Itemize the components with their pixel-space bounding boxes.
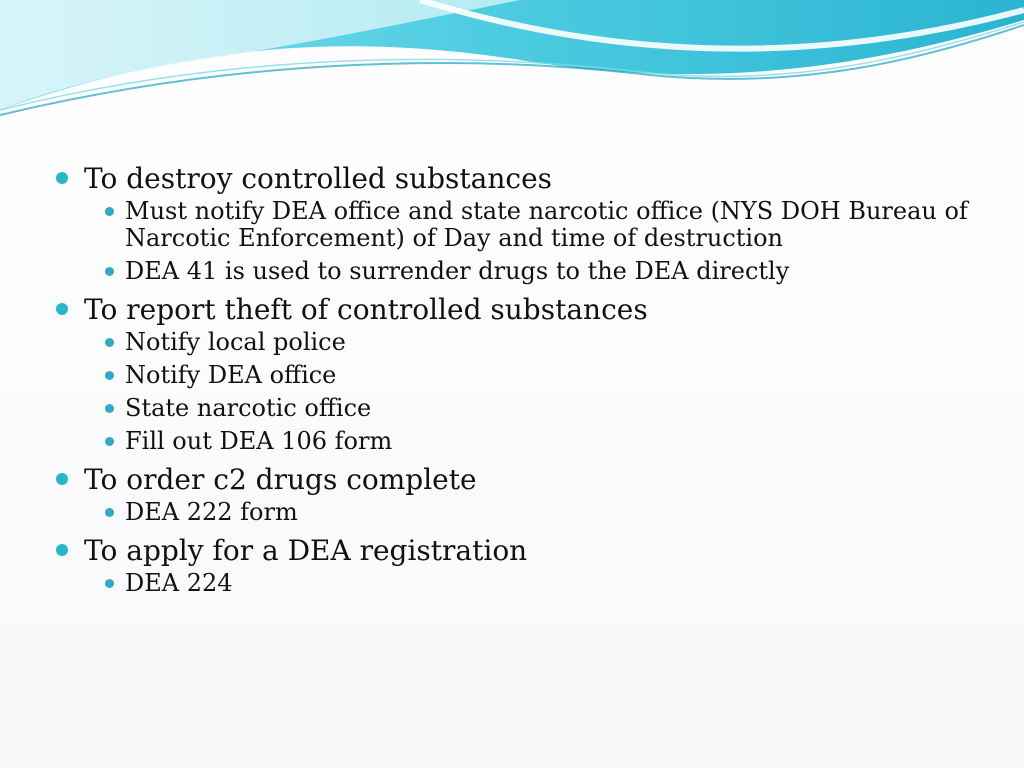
wave-decoration: [0, 0, 1024, 140]
bullet-icon: [56, 303, 68, 315]
sub-bullet-text: Fill out DEA 106 form: [125, 427, 393, 455]
slide-content: [56, 160, 976, 603]
sub-bullet-item: [84, 329, 976, 356]
bullet-item: [56, 532, 976, 597]
sub-bullet-item: [84, 428, 976, 455]
sub-bullet-icon: [105, 371, 114, 380]
sub-bullet-text: Notify local police: [125, 328, 346, 356]
bullet-item: [56, 461, 976, 526]
bullet-icon: [56, 172, 68, 184]
bullet-icon: [56, 473, 68, 485]
sub-bullet-icon: [105, 579, 114, 588]
sub-bullet-text: State narcotic office: [125, 394, 372, 422]
bullet-icon: [56, 544, 68, 556]
sub-bullet-item: [84, 258, 976, 285]
sub-bullet-item: [84, 198, 976, 252]
sub-bullet-list: [84, 329, 976, 455]
sub-bullet-item: [84, 362, 976, 389]
sub-bullet-item: [84, 395, 976, 422]
sub-bullet-list: [84, 499, 976, 526]
sub-bullet-icon: [105, 338, 114, 347]
bullet-list: [56, 160, 976, 597]
sub-bullet-icon: [105, 267, 114, 276]
bullet-text: To order c2 drugs complete: [84, 463, 477, 496]
sub-bullet-text: Must notify DEA office and state narcotic office (NYS DOH Bureau of Narcotic Enforcement) of Day and time of destruction: [125, 197, 968, 252]
sub-bullet-icon: [105, 437, 114, 446]
sub-bullet-text: DEA 222 form: [125, 498, 298, 526]
bullet-text: To destroy controlled substances: [84, 162, 553, 195]
sub-bullet-list: [84, 570, 976, 597]
bullet-text: To report theft of controlled substances: [84, 293, 648, 326]
sub-bullet-icon: [105, 404, 114, 413]
sub-bullet-list: [84, 198, 976, 285]
sub-bullet-text: DEA 41 is used to surrender drugs to the DEA directly: [125, 257, 790, 285]
sub-bullet-item: [84, 499, 976, 526]
sub-bullet-icon: [105, 508, 114, 517]
bullet-item: [56, 291, 976, 455]
bullet-item: [56, 160, 976, 285]
sub-bullet-text: DEA 224: [125, 569, 233, 597]
sub-bullet-icon: [105, 207, 114, 216]
bullet-text: To apply for a DEA registration: [84, 534, 528, 567]
sub-bullet-text: Notify DEA office: [125, 361, 337, 389]
sub-bullet-item: [84, 570, 976, 597]
